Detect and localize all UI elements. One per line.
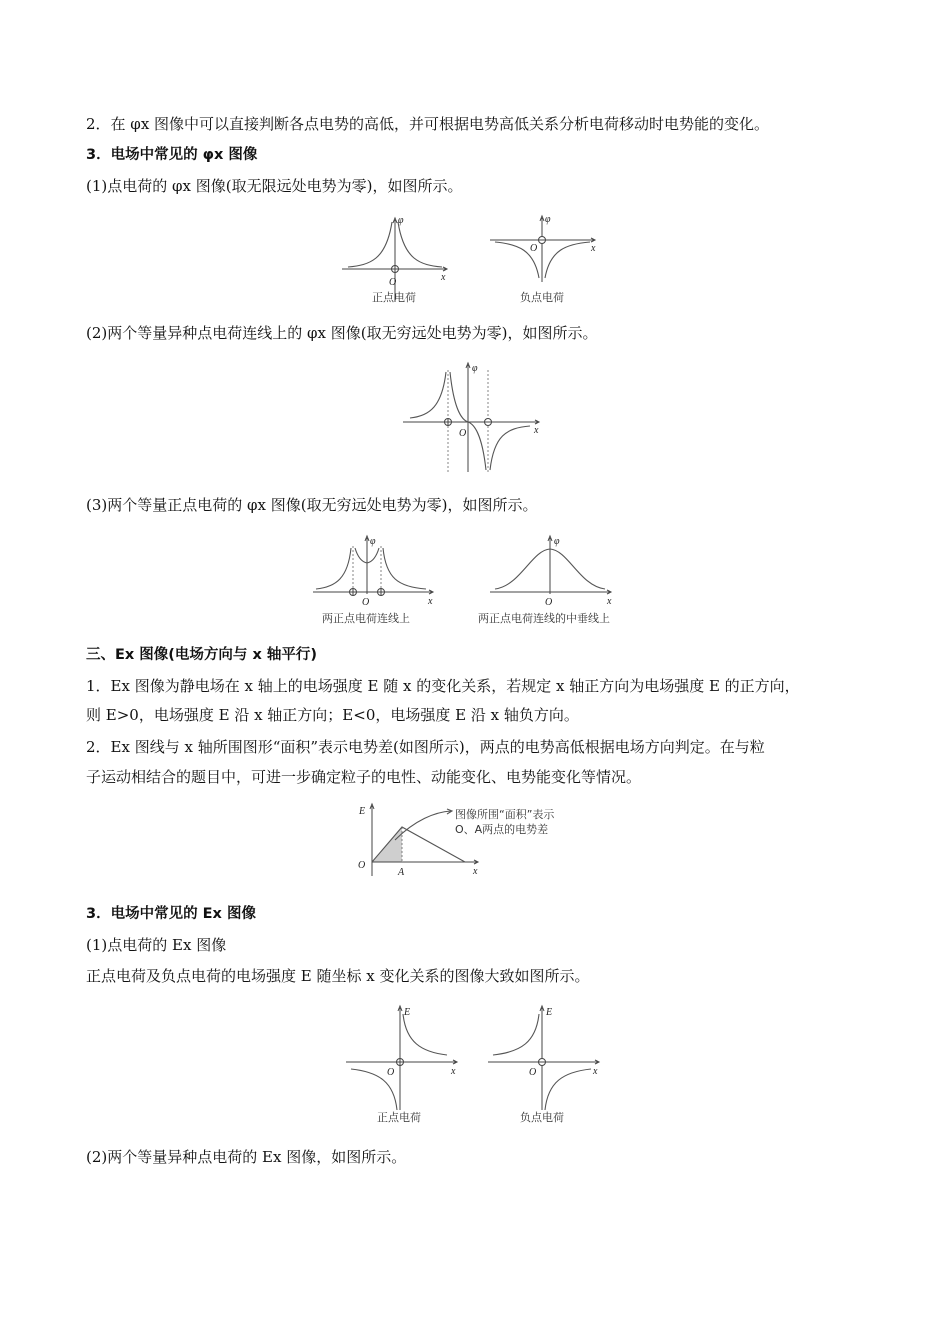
x-axis-label: x (473, 866, 478, 877)
figure-ex-area (355, 800, 595, 882)
origin-label: O (387, 1067, 395, 1078)
origin-label: O (545, 597, 553, 608)
caption-positive: 正点电荷 (377, 1111, 421, 1124)
e-axis-label: E (359, 806, 366, 817)
x-axis-label: x (428, 596, 433, 607)
point-a-label: A (398, 867, 405, 878)
paragraph-opposite-charges-phi: (2)两个等量异种点电荷连线上的 φx 图像(取无穷远处电势为零)，如图所示。 (86, 324, 598, 342)
x-axis-label: x (591, 243, 596, 254)
area-note-line1: 图像所围“面积”表示 (455, 808, 555, 821)
origin-label: O (389, 277, 397, 288)
origin-label: O (358, 860, 366, 871)
paragraph-point-charge-ex-desc: 正点电荷及负点电荷的电场强度 E 随坐标 x 变化关系的图像大致如图所示。 (86, 967, 590, 985)
paragraph-phi-judgement: 2．在 φx 图像中可以直接判断各点电势的高低，并可根据电势高低关系分析电荷移动时电势能的变化。 (86, 115, 770, 133)
phi-axis-label: φ (554, 536, 560, 547)
heading-common-phi-graphs: 3．电场中常见的 φx 图像 (86, 147, 258, 163)
figure-equal-positive-phi (310, 532, 640, 627)
x-axis-label: x (451, 1066, 456, 1077)
phi-axis-label: φ (398, 215, 404, 226)
figure-point-charge-phi (340, 210, 610, 310)
paragraph-ex-area-2: 子运动相结合的题目中，可进一步确定粒子的电性、动能变化、电势能变化等情况。 (86, 768, 642, 786)
paragraph-point-charge-phi: (1)点电荷的 φx 图像(取无限远处电势为零)，如图所示。 (86, 177, 463, 195)
caption-line-between: 两正点电荷连线上 (322, 612, 410, 625)
e-axis-label: E (404, 1007, 411, 1018)
paragraph-equal-positive-phi: (3)两个等量正点电荷的 φx 图像(取无穷远处电势为零)，如图所示。 (86, 496, 538, 514)
heading-ex-graphs: 三、Ex 图像(电场方向与 x 轴平行) (86, 647, 318, 663)
caption-negative: 负点电荷 (520, 291, 564, 304)
area-note-line2: O、A两点的电势差 (455, 823, 549, 836)
paragraph-ex-definition-1: 1．Ex 图像为静电场在 x 轴上的电场强度 E 随 x 的变化关系，若规定 x 轴正方向为电场强度 E 的正方向， (86, 677, 800, 695)
caption-positive: 正点电荷 (372, 291, 416, 304)
x-axis-label: x (441, 272, 446, 283)
origin-label: O (530, 243, 538, 254)
origin-label: O (459, 428, 467, 439)
x-axis-label: x (534, 425, 539, 436)
paragraph-point-charge-ex: (1)点电荷的 Ex 图像 (86, 936, 227, 954)
phi-axis-label: φ (472, 363, 478, 374)
figure-point-charge-ex (343, 1002, 613, 1127)
heading-common-ex-graphs: 3．电场中常见的 Ex 图像 (86, 906, 256, 922)
e-axis-label: E (546, 1007, 553, 1018)
phi-axis-label: φ (370, 536, 376, 547)
phi-axis-label: φ (545, 214, 551, 225)
paragraph-ex-area-1: 2．Ex 图线与 x 轴所围图形“面积”表示电势差(如图所示)，两点的电势高低根据电场方向判定。在与粒 (86, 738, 765, 756)
figure-opposite-charges-phi (400, 360, 545, 475)
origin-label: O (362, 597, 370, 608)
caption-perpendicular-bisector: 两正点电荷连线的中垂线上 (478, 612, 610, 625)
origin-label: O (529, 1067, 537, 1078)
x-axis-label: x (593, 1066, 598, 1077)
paragraph-ex-definition-2: 则 E>0，电场强度 E 沿 x 轴正方向；E<0，电场强度 E 沿 x 轴负方向。 (86, 706, 579, 724)
caption-negative: 负点电荷 (520, 1111, 564, 1124)
x-axis-label: x (607, 596, 612, 607)
paragraph-opposite-charges-ex: (2)两个等量异种点电荷的 Ex 图像，如图所示。 (86, 1148, 407, 1166)
